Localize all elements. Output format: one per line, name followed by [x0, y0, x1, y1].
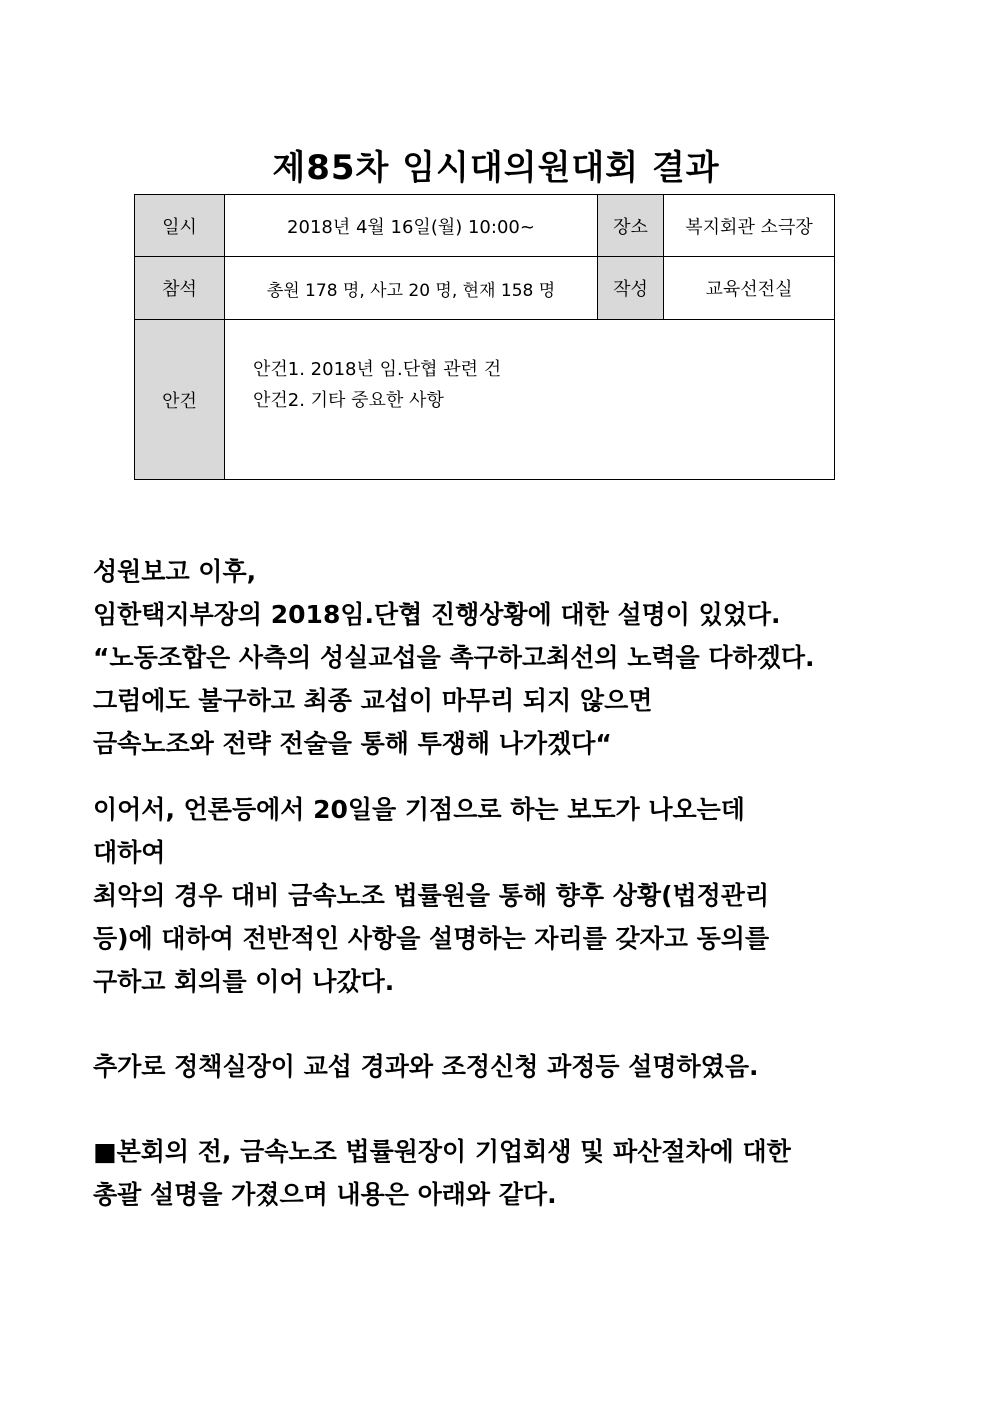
meeting-info-table [134, 194, 835, 480]
text-line: 금속노조와 전략 전술을 통해 투쟁해 나가겠다“ [93, 729, 612, 758]
text-line: 등)에 대하여 전반적인 사항을 설명하는 자리를 갖자고 동의를 [93, 924, 770, 953]
text-line: 추가로 정책실장이 교섭 경과와 조정신청 과정등 설명하였음. [93, 1052, 759, 1081]
place-label: 장소 [598, 195, 664, 257]
document-title: 제85차 임시대의원대회 결과 [272, 148, 720, 188]
paragraph-press-response [93, 788, 953, 1003]
attendance-value: 총원 178 명, 사고 20 명, 현재 158 명 [225, 257, 598, 320]
text-line: 대하여 [93, 838, 166, 867]
table-row-agenda [135, 320, 835, 480]
paragraph-progress-report [93, 550, 953, 765]
place-value: 복지회관 소극장 [664, 195, 835, 257]
date-label: 일시 [135, 195, 225, 257]
text-line: “노동조합은 사측의 성실교섭을 촉구하고최선의 노력을 다하겠다. [93, 643, 815, 672]
text-line: 최악의 경우 대비 금속노조 법률원을 통해 향후 상황(법정관리 [93, 881, 770, 910]
date-value: 2018년 4월 16일(월) 10:00~ [225, 195, 598, 257]
paragraph-legal-briefing [93, 1130, 953, 1216]
text-line: 총괄 설명을 가졌으며 내용은 아래와 같다. [93, 1180, 557, 1209]
author-value: 교육선전실 [664, 257, 835, 320]
agenda-label: 안건 [135, 320, 225, 480]
agenda-item: 안건1. 2018년 임.단협 관련 건 [253, 359, 502, 380]
attendance-label: 참석 [135, 257, 225, 320]
table-row-attendance-author [135, 257, 835, 320]
paragraph-policy-report [93, 1045, 953, 1088]
text-line: 성원보고 이후, [93, 557, 257, 586]
text-line: 임한택지부장의 2018임.단협 진행상황에 대한 설명이 있었다. [93, 600, 781, 629]
text-line: ■본회의 전, 금속노조 법률원장이 기업회생 및 파산절차에 대한 [93, 1137, 791, 1166]
agenda-list [225, 320, 834, 416]
agenda-item: 안건2. 기타 중요한 사항 [253, 390, 444, 411]
text-line: 이어서, 언론등에서 20일을 기점으로 하는 보도가 나오는데 [93, 795, 745, 824]
table-row-date-place [135, 195, 835, 257]
text-line: 그럼에도 불구하고 최종 교섭이 마무리 되지 않으면 [93, 686, 653, 715]
author-label: 작성 [598, 257, 664, 320]
agenda-cell [225, 320, 835, 480]
text-line: 구하고 회의를 이어 나갔다. [93, 967, 395, 996]
